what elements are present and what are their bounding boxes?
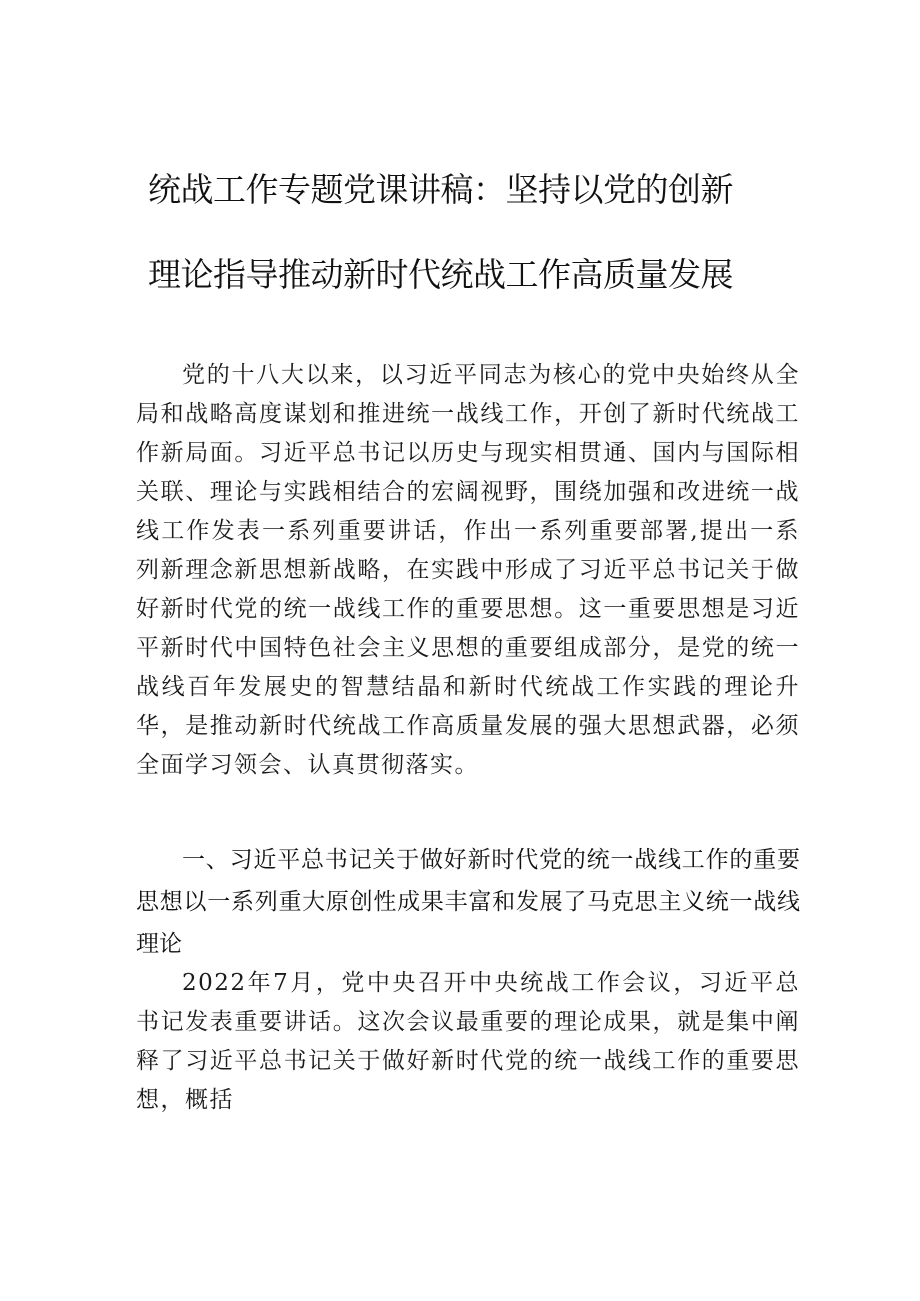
paragraph-section-1: 2022年7月，党中央召开中央统战工作会议，习近平总书记发表重要讲话。这次会议最重要的理论成果，就是集中阐释了习近平总书记关于做好新时代党的统一战线工作的重要思想，概括 bbox=[136, 970, 800, 1113]
document-title-line-2: 理论指导推动新时代统战工作高质量发展 bbox=[148, 255, 733, 294]
document-title-line-1: 统战工作专题党课讲稿：坚持以党的创新 bbox=[148, 170, 733, 209]
paragraph-intro: 党的十八大以来，以习近平同志为核心的党中央始终从全局和战略高度谋划和推进统一战线工作，开创了新时代统战工作新局面。习近平总书记以历史与现实相贯通、国内与国际相关联、理论与实践相结合的宏阔视野，围绕加强和改进统一战线工作发表一系列重要讲话，作出一系列重要部署,提出一系列新理念新思想新战略，在实践中形成了习近平总书记关于做好新时代党的统一战线工作的重要思想。这一重要思想是习近平新时代中国特色社会主义思想的重要组成部分，是党的统一战线百年发展史的智慧结晶和新时代统战工作实践的理论升华，是推动新时代统战工作高质量发展的强大思想武器，必须全面学习领会、认真贯彻落实。 bbox=[136, 362, 800, 778]
section-heading-1: 一、习近平总书记关于做好新时代党的统一战线工作的重要思想以一系列重大原创性成果丰富和发展了马克思主义统一战线理论 bbox=[136, 847, 800, 957]
